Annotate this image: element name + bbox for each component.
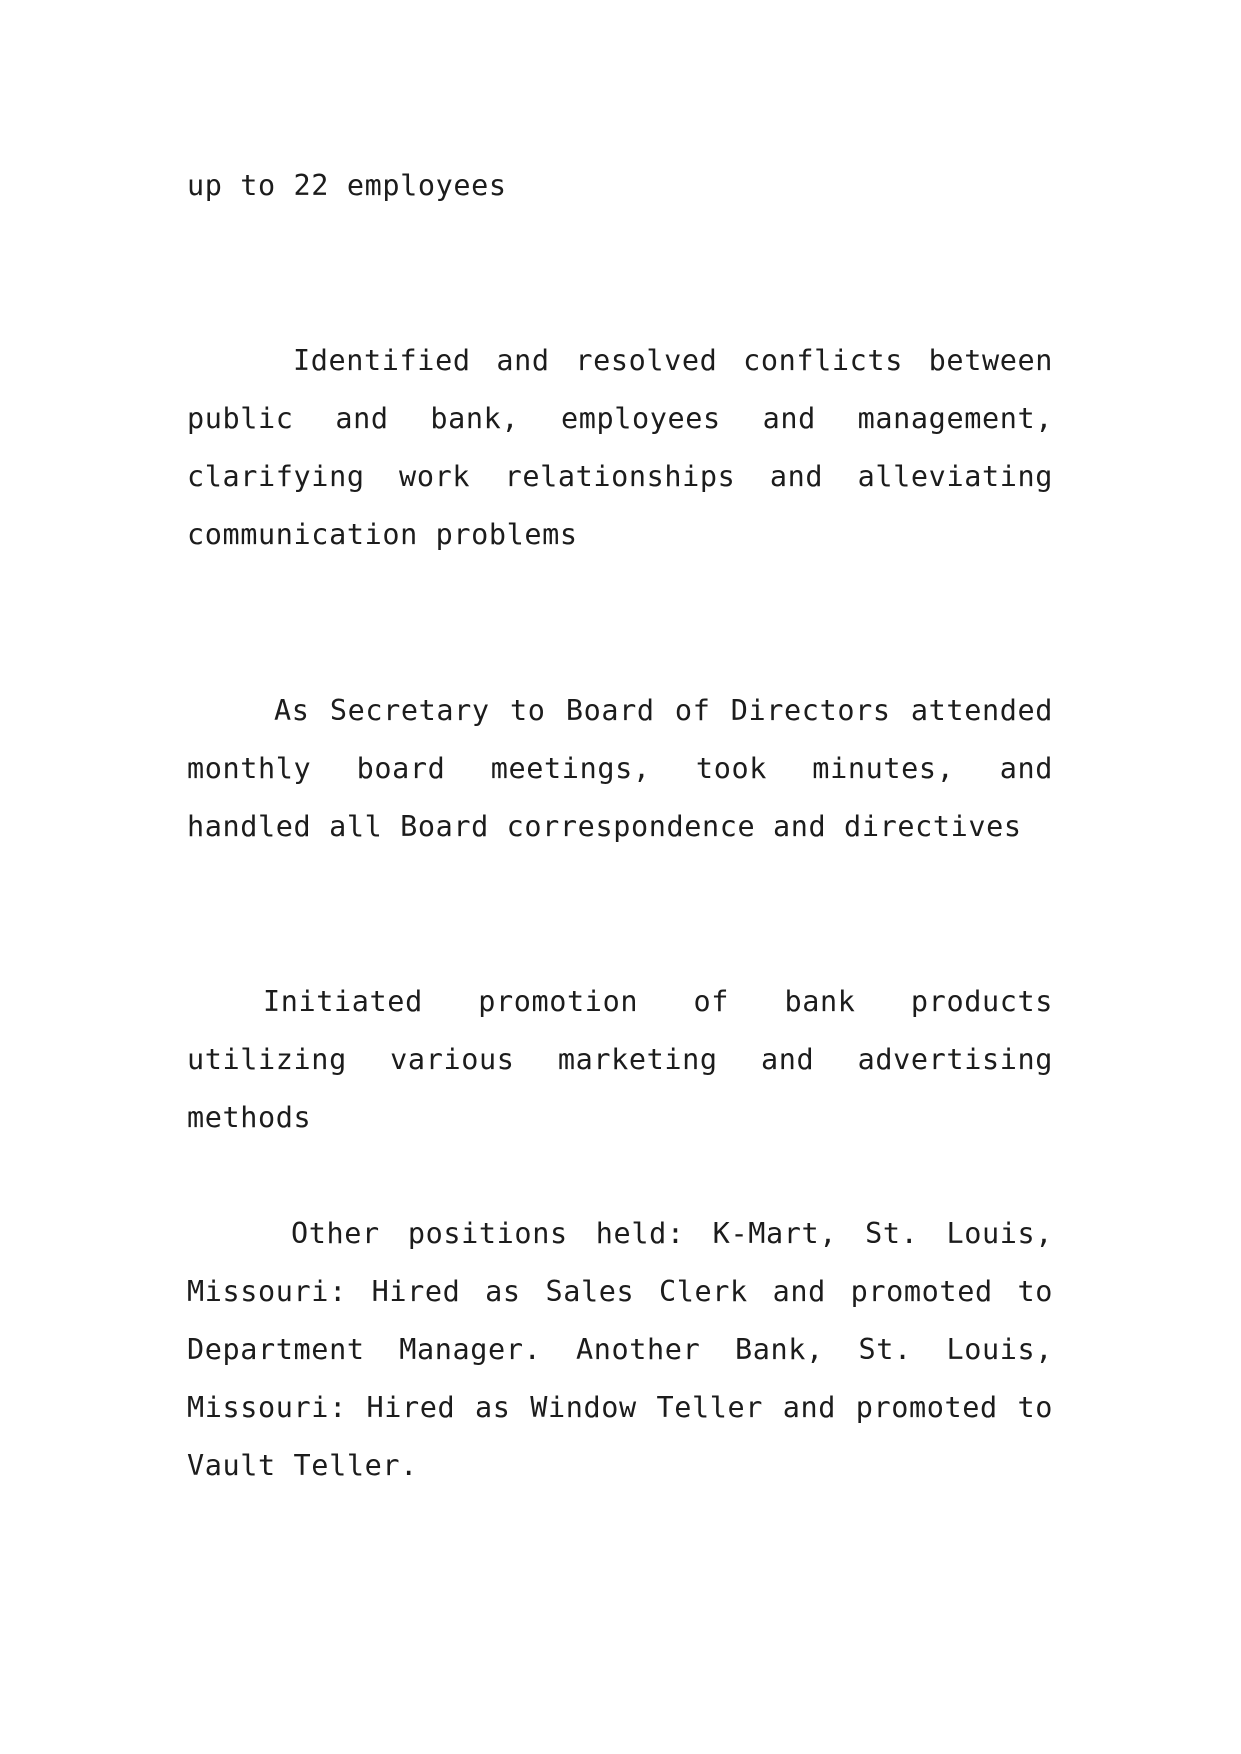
paragraph-promotion: Initiated promotion of bank products utilizing various marketing and advertising methods: [187, 985, 1053, 1134]
paragraph-other-positions: Other positions held: K-Mart, St. Louis, Missouri: Hired as Sales Clerk and promoted to Department Manager. Another Bank, St. Louis, Missouri: Hired as Window Teller and promoted to Vault Teller.: [187, 1217, 1053, 1482]
paragraph-board-secretary: As Secretary to Board of Directors attended monthly board meetings, took minutes, and handled all Board correspondence and directives: [187, 694, 1053, 843]
paragraph-employee-count: up to 22 employees: [187, 169, 507, 202]
paragraph-conflict-resolution: Identified and resolved conflicts between public and bank, employees and management, clarifying work relationships and alleviating communication problems: [187, 344, 1053, 551]
